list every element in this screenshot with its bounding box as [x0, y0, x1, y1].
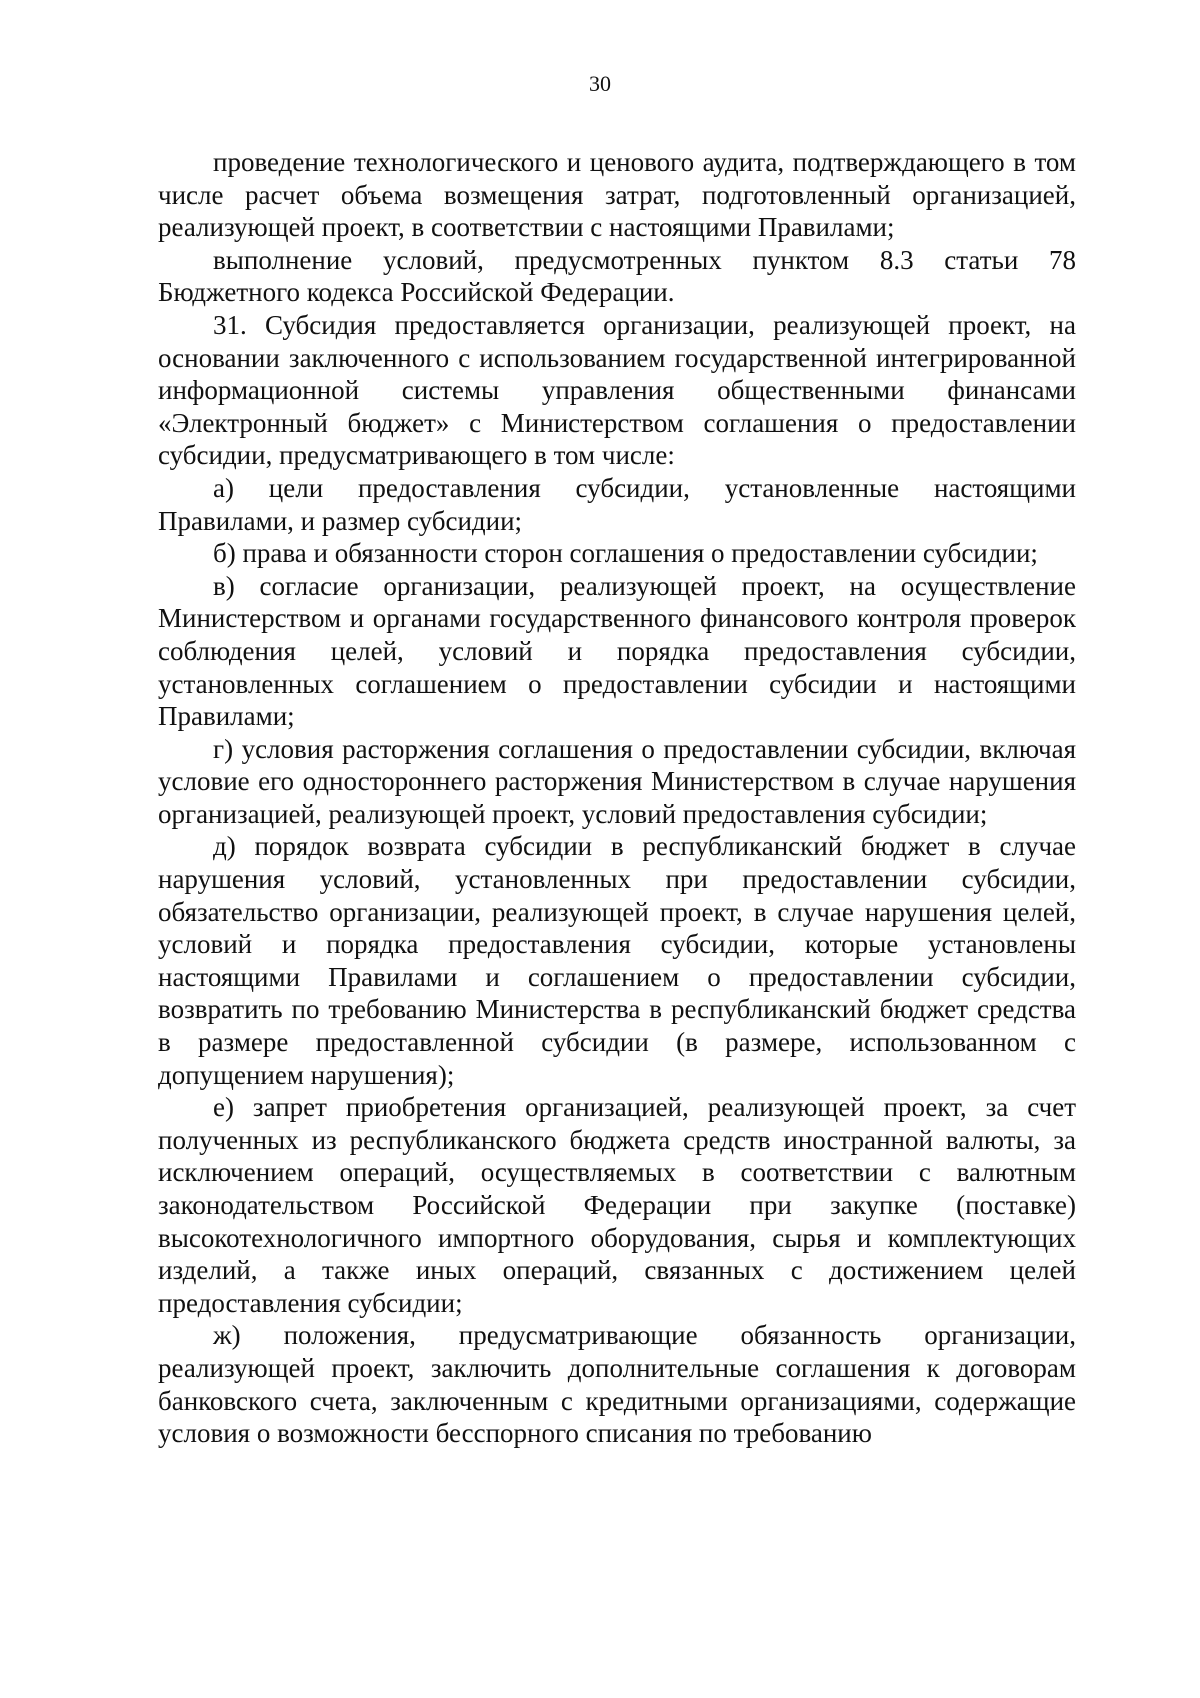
- paragraph-subitem-g: г) условия расторжения соглашения о предоставлении субсидии, включая условие его одностороннего расторжения Министерством в случае нарушения организацией, реализующей проект, условий предоставления субсидии;: [158, 733, 1076, 829]
- paragraph-subitem-a: а) цели предоставления субсидии, установленные настоящими Правилами, и размер субсидии;: [158, 472, 1076, 536]
- paragraph-audit: проведение технологического и ценового аудита, подтверждающего в том числе расчет объема возмещения затрат, подготовленный организацией, реализующей проект, в соответствии с настоящими Правилами;: [158, 147, 1076, 243]
- document-body: [158, 146, 1076, 1450]
- paragraph-conditions: выполнение условий, предусмотренных пунктом 8.3 статьи 78 Бюджетного кодекса Российской Федерации.: [158, 244, 1076, 308]
- paragraph-subitem-v: в) согласие организации, реализующей проект, на осуществление Министерством и органами государственного финансового контроля проверок соблюдения целей, условий и порядка предоставления субсидии, установленных соглашением о предоставлении субсидии и настоящими Правилами;: [158, 570, 1076, 732]
- paragraph-subitem-e: е) запрет приобретения организацией, реализующей проект, за счет полученных из республиканского бюджета средств иностранной валюты, за исключением операций, осуществляемых в соответствии с валютным законодательством Российской Федерации при закупке (поставке) высокотехнологичного импортного оборудования, сырья и комплектующих изделий, а также иных операций, связанных с достижением целей предоставления субсидии;: [158, 1092, 1076, 1318]
- paragraph-item-31: 31. Субсидия предоставляется организации, реализующей проект, на основании заключенного с использованием государственной интегрированной информационной системы управления общественными финансами «Электронный бюджет» с Министерством соглашения о предоставлении субсидии, предусматривающего в том числе:: [158, 309, 1076, 471]
- page-number: 30: [589, 71, 611, 96]
- paragraph-subitem-zh: ж) положения, предусматривающие обязанность организации, реализующей проект, заключить дополнительные соглашения к договорам банковского счета, заключенным с кредитными организациями, содержащие условия о возможности бесспорного списания по требованию: [158, 1320, 1076, 1449]
- paragraph-subitem-b: б) права и обязанности сторон соглашения о предоставлении субсидии;: [213, 538, 1038, 569]
- paragraph-subitem-d: д) порядок возврата субсидии в республиканский бюджет в случае нарушения условий, установленных при предоставлении субсидии, обязательство организации, реализующей проект, в случае нарушения целей, условий и порядка предоставления субсидии, которые установлены настоящими Правилами и соглашением о предоставлении субсидии, возвратить по требованию Министерства в республиканский бюджет средства в размере предоставленной субсидии (в размере, использованном с допущением нарушения);: [158, 831, 1076, 1090]
